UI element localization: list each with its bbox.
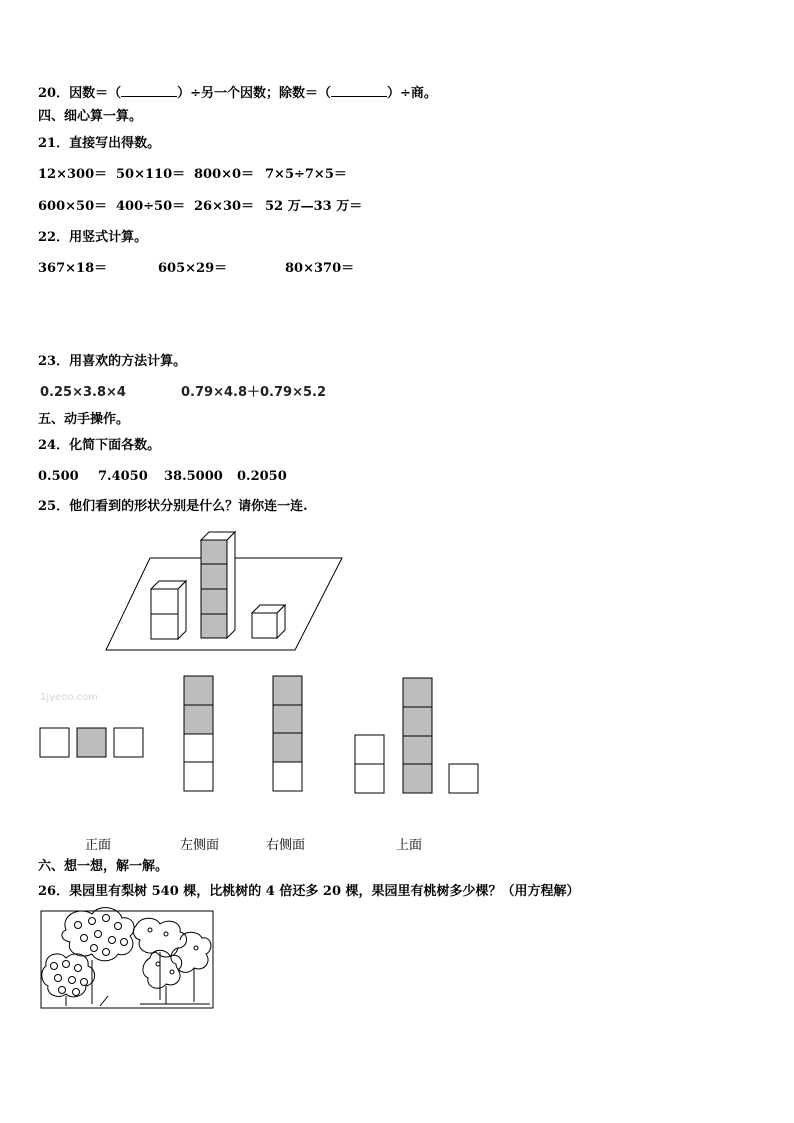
view-label-top: 上面: [396, 838, 423, 853]
q24-title: 24．化简下面各数。: [38, 438, 161, 453]
q20-text-c: ）÷商。: [387, 86, 437, 101]
q22-item-3: 80×370＝: [285, 261, 355, 276]
q20-number: 20．: [38, 86, 70, 101]
right-cube: [252, 605, 285, 638]
view-front-shape: [40, 728, 143, 757]
q21-r2-c2: 400÷50＝: [116, 199, 186, 214]
view-label-left: 左侧面: [180, 838, 220, 853]
q20-text-b: ）÷另一个因数；除数＝（: [177, 86, 332, 101]
q24-item-1: 0.500: [38, 469, 79, 484]
q21-title: 21．直接写出得数。: [38, 136, 161, 151]
q26-title: 26．果园里有梨树 540 棵，比桃树的 4 倍还多 20 棵，果园里有桃树多少棵？（用方程解）: [38, 884, 580, 899]
section6-title: 六、想一想，解一解。: [38, 859, 169, 874]
q23-item-1: 0.25×3.8×4: [40, 385, 126, 400]
q23-title: 23．用喜欢的方法计算。: [38, 354, 187, 369]
q21-r1-c2: 50×110＝: [116, 167, 186, 182]
q22-item-1: 367×18＝: [38, 261, 108, 276]
q22-item-2: 605×29＝: [158, 261, 228, 276]
q21-r1-c1: 12×300＝: [38, 167, 108, 182]
orchard-illustration: [41, 908, 213, 1008]
view-column-b: [273, 676, 302, 791]
section5-title: 五、动手操作。: [38, 412, 130, 427]
q21-r1-c3: 800×0＝: [194, 167, 255, 182]
view-label-front: 正面: [85, 838, 112, 853]
q23-item-2: 0.79×4.8＋0.79×5.2: [181, 385, 326, 400]
middle-tower: [201, 532, 235, 638]
q21-r2-c1: 600×50＝: [38, 199, 108, 214]
q21-r2-c3: 26×30＝: [194, 199, 255, 214]
section4-title: 四、细心算一算。: [38, 109, 143, 124]
q21-r1-c4: 7×5÷7×5＝: [265, 167, 347, 182]
q21-r2-c4: 52 万—33 万＝: [265, 199, 363, 214]
q24-item-2: 7.4050: [98, 469, 148, 484]
view-top-shape: [355, 678, 478, 793]
view-column-a: [184, 676, 213, 791]
q22-title: 22．用竖式计算。: [38, 230, 148, 245]
view-label-right: 右侧面: [266, 838, 306, 853]
watermark: 1jyeoo.com: [40, 692, 98, 703]
left-stack: [151, 581, 186, 639]
q25-title: 25．他们看到的形状分别是什么？请你连一连.: [38, 499, 308, 514]
q24-item-4: 0.2050: [237, 469, 287, 484]
q24-item-3: 38.5000: [164, 469, 223, 484]
q20-text-a: 因数＝（: [69, 86, 122, 101]
